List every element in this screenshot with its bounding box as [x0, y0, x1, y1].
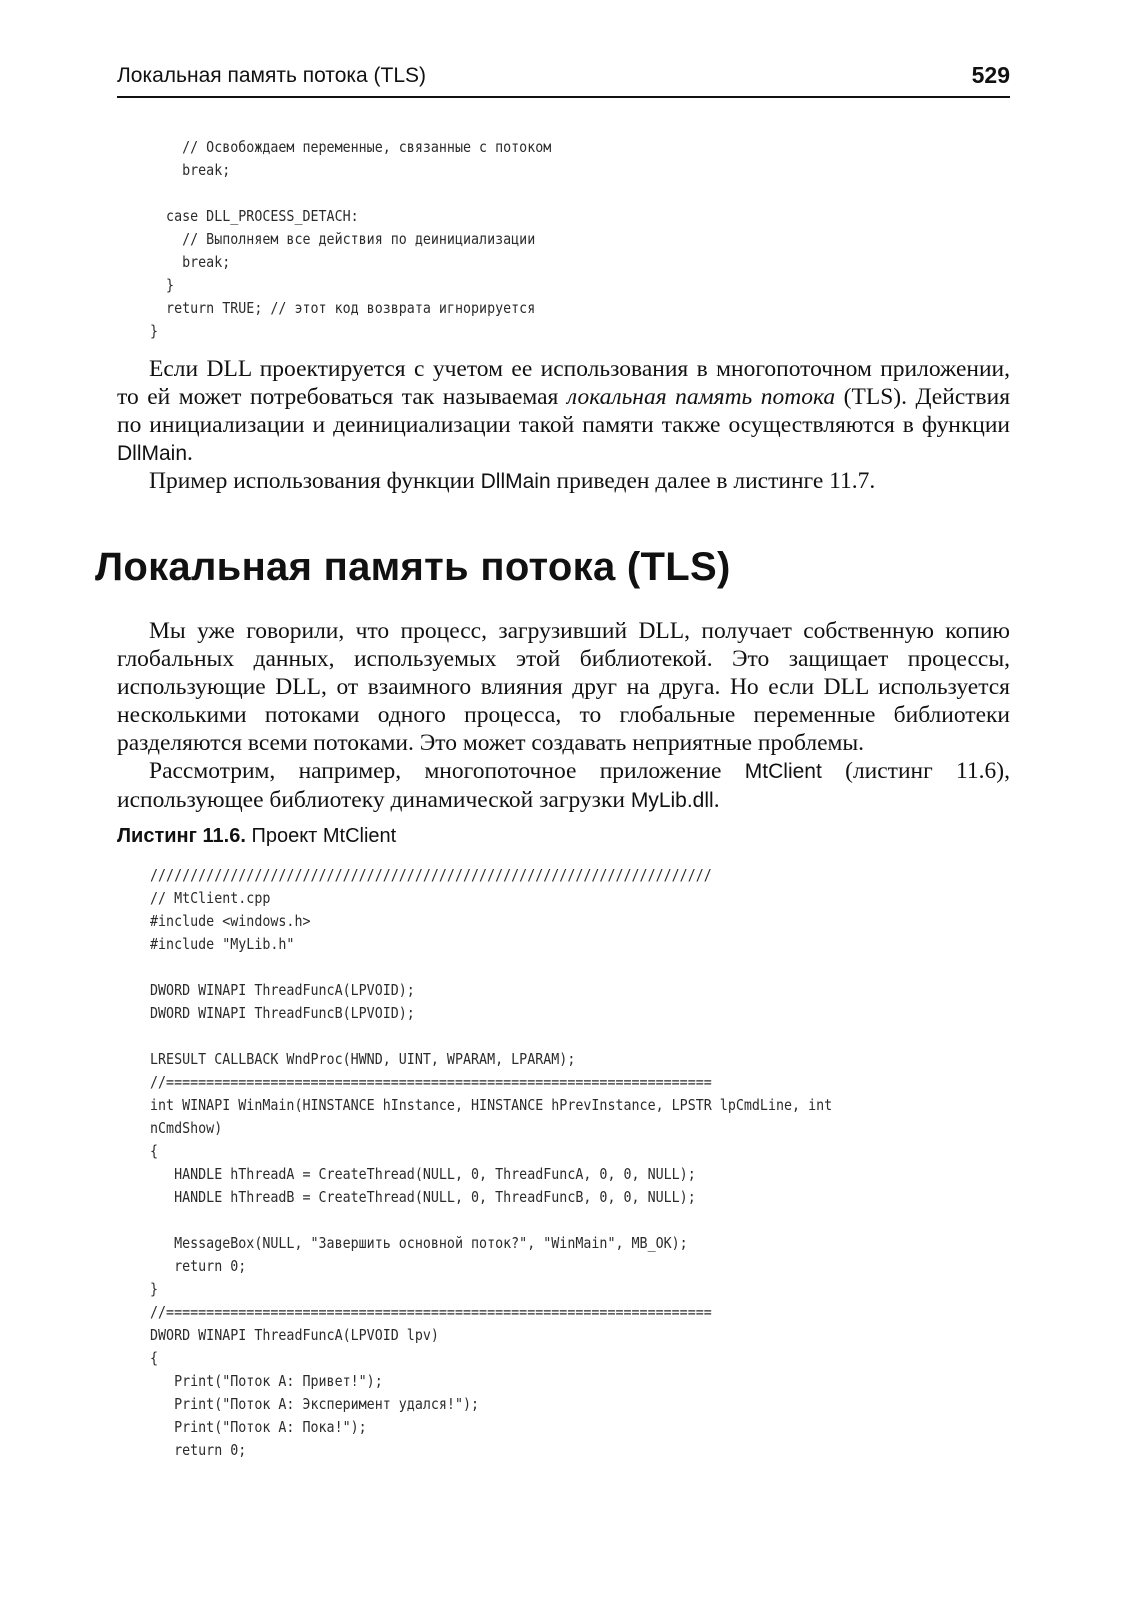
inline-code: MtClient — [744, 760, 822, 783]
code-line — [150, 956, 832, 979]
code-line: LRESULT CALLBACK WndProc(HWND, UINT, WPARAM, LPARAM); — [150, 1050, 576, 1068]
text-run: . — [713, 787, 720, 813]
code-line: { — [150, 1349, 159, 1367]
code-line: } — [150, 1280, 159, 1298]
text-run: (листинг 11.6), использующее библиотеку динамической загрузки — [117, 758, 1011, 813]
code-line: // MtClient.cpp — [150, 889, 271, 907]
code-line: ////////////////////////////////////////////////////////////////////// — [150, 866, 712, 884]
code-line: DWORD WINAPI ThreadFuncB(LPVOID); — [150, 1004, 415, 1022]
code-line — [150, 1025, 832, 1048]
running-header — [117, 60, 1010, 98]
code-line: Print("Поток A: Пока!"); — [150, 1418, 367, 1436]
code-line: return 0; — [150, 1257, 247, 1275]
inline-code: DllMain — [117, 442, 188, 465]
inline-code: DllMain — [480, 470, 551, 493]
code-line: nCmdShow) — [150, 1119, 223, 1137]
code-line: HANDLE hThreadB = CreateThread(NULL, 0, ThreadFuncB, 0, 0, NULL); — [150, 1188, 696, 1206]
code-listing-mtclient — [150, 864, 832, 1462]
paragraph-mtclient — [117, 757, 1010, 815]
paragraph-dllmain-example — [117, 467, 1010, 496]
code-line: HANDLE hThreadA = CreateThread(NULL, 0, ThreadFuncA, 0, 0, NULL); — [150, 1165, 696, 1183]
text-run: . — [187, 440, 193, 466]
code-line: // Выполняем все действия по деинициализации — [150, 230, 536, 248]
code-line: } — [150, 322, 159, 340]
text-run: Рассмотрим, например, многопоточное приложение — [149, 758, 745, 784]
code-line: case DLL_PROCESS_DETACH: — [150, 207, 359, 225]
code-line: break; — [150, 161, 231, 179]
text-run: Если DLL проектируется с учетом ее использования в многопоточном приложении, то ей может потребоваться так называемая — [117, 356, 1010, 410]
term-tls: локальная память потока — [566, 384, 836, 410]
text-run: (TLS). Действия по инициализации и деинициализации такой памяти также осуществляются в функции — [117, 384, 1010, 438]
code-line: #include "MyLib.h" — [150, 935, 295, 953]
code-line: } — [150, 276, 175, 294]
paragraph-tls-intro — [117, 355, 1010, 468]
code-line: //==================================================================== — [150, 1073, 712, 1091]
code-line: //==================================================================== — [150, 1303, 712, 1321]
code-line: DWORD WINAPI ThreadFuncA(LPVOID); — [150, 981, 415, 999]
code-line: Print("Поток A: Привет!"); — [150, 1372, 383, 1390]
code-line: // Освобождаем переменные, связанные с потоком — [150, 138, 552, 156]
text-run: приведен далее в листинге 11.7. — [550, 468, 876, 494]
code-line: #include <windows.h> — [150, 912, 311, 930]
page-number: 529 — [971, 62, 1010, 88]
code-line — [150, 1209, 832, 1232]
running-header-title: Локальная память потока (TLS) — [117, 64, 427, 87]
section-heading: Локальная память потока (TLS) — [95, 545, 731, 589]
text-run: Пример использования функции — [149, 468, 481, 494]
code-line: DWORD WINAPI ThreadFuncA(LPVOID lpv) — [150, 1326, 439, 1344]
code-block-dllmain-end — [150, 136, 551, 343]
code-line: int WINAPI WinMain(HINSTANCE hInstance, HINSTANCE hPrevInstance, LPSTR lpCmdLine, int — [150, 1096, 833, 1114]
code-line: return TRUE; // этот код возврата игнорируется — [150, 299, 536, 317]
code-line: Print("Поток A: Эксперимент удался!"); — [150, 1395, 480, 1413]
code-line: MessageBox(NULL, "Завершить основной поток?", "WinMain", MB_OK); — [150, 1234, 688, 1252]
listing-label: Листинг 11.6. — [117, 825, 246, 847]
code-line: { — [150, 1142, 159, 1160]
paragraph-global-data: Мы уже говорили, что процесс, загрузивший DLL, получает собственную копию глобальных данных, используемых этой библиотекой. Это защищает процессы, использующие DLL, от взаимного влияния друг на друга. Но если DLL используется несколькими потоками одного процесса, то глобальные переменные библиотеки разделяются всеми потоками. Это может создавать неприятные проблемы. — [117, 618, 1010, 756]
code-line: break; — [150, 253, 231, 271]
code-line — [150, 182, 551, 205]
listing-caption — [117, 825, 396, 848]
inline-code: MyLib.dll — [630, 789, 714, 812]
listing-title: Проект MtClient — [245, 825, 397, 847]
code-line: return 0; — [150, 1441, 247, 1459]
